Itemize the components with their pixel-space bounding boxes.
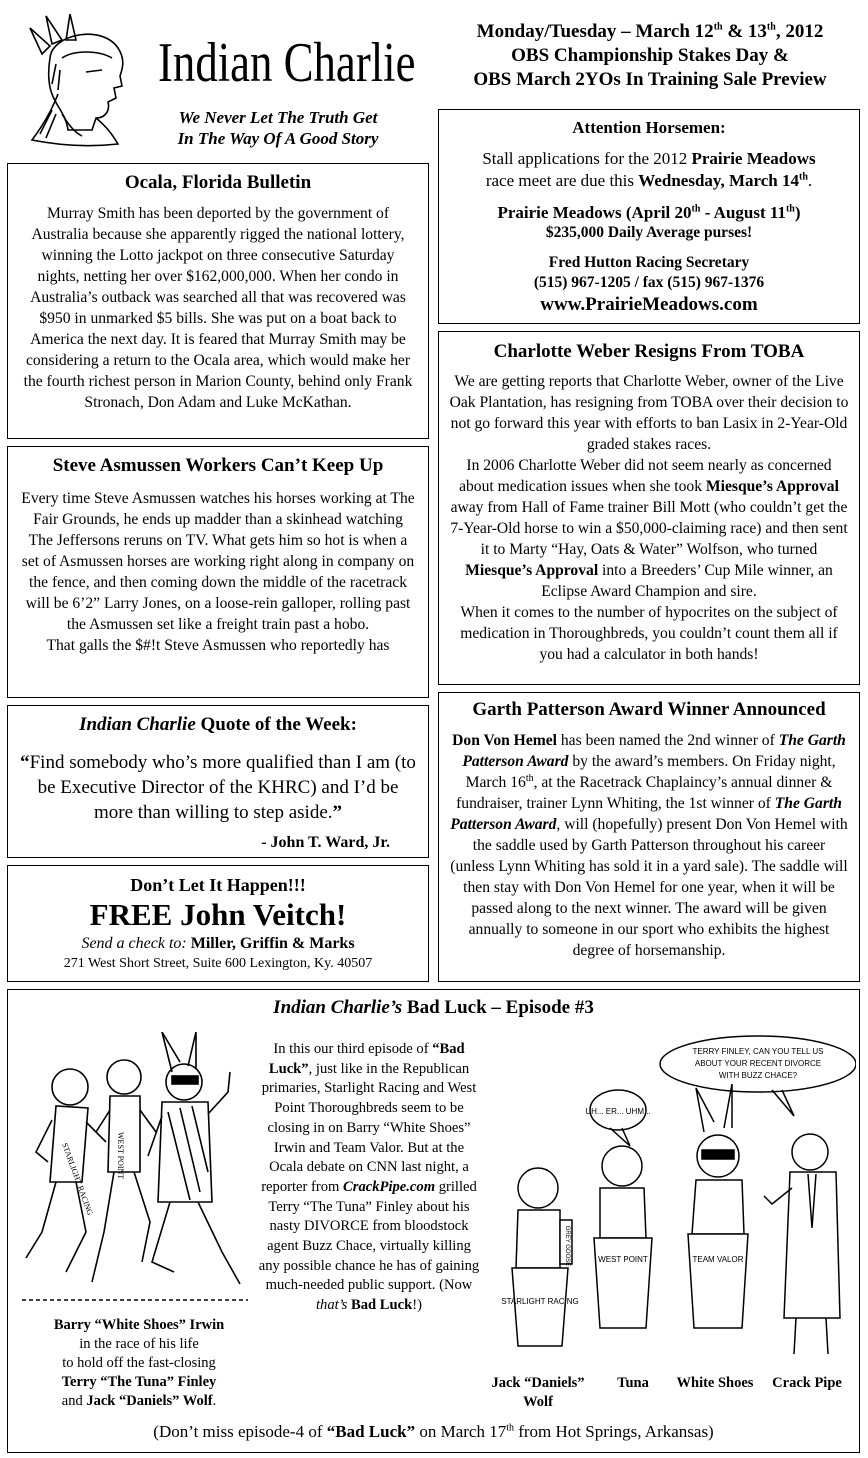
article-body: Murray Smith has been deported by the government of Australia because she apparently rigged the national lottery, winning the Lotto jackpot on three consecutive Saturday nights, netting her over $162,000,000. When her condo in Australia’s outback was searched all that was recovered was $950 in unmarked $5 bills. She was put on a boat back to America the next day. It is feared that Murray Smith may be considering a return to the Ocala area, which would make her the fourth richest person in Marion County, behind only Frank Stronach, Don Adam and Luke McKathan. (23, 204, 413, 411)
runners-cartoon (22, 1032, 254, 1310)
runners-caption: Barry “White Shoes” Irwin in the race of his life to hold off the fast-closing Terry “The Tuna” Finley and Jack “Daniels” Wolf. (53, 1317, 225, 1409)
garth-patterson-article (438, 692, 860, 982)
quote-of-the-week (7, 705, 429, 858)
quote-author: - John T. Ward, Jr. (261, 834, 390, 851)
masthead-title: Indian Charlie (158, 32, 416, 94)
article-body: We are getting reports that Charlotte Weber, owner of the Live Oak Plantation, has resigning from TOBA over their decision to not go forward this year with efforts to ban Lasix in 2-Year-Old graded stakes races. In 2006 Charlotte Weber did not seem nearly as concerned about medication issues when she took Miesque’s Approval away from Hall of Fame trainer Bill Mott (who couldn’t get the 7-Year-Old horse to win a $50,000-claiming race) and then sent it to Marty “Hay, Oats & Water” Wolfson, who turned Miesque’s Approval into a Breeders’ Cup Mile winner, an Eclipse Award Champion and sire. When it comes to the number of hypocrites on the subject of medication in Thoroughbreds, you couldn’t count them all if you had a calculator in both hands! (449, 372, 849, 663)
ad-website-link[interactable]: www.PrairieMeadows.com (540, 294, 758, 315)
bubble-tuna-text: UH... ER... UHM... (585, 1107, 651, 1116)
ad-line1: Don’t Let It Happen!!! (130, 875, 306, 895)
podium-westpoint-label: WEST POINT (598, 1255, 648, 1264)
label-crack-pipe: Crack Pipe (772, 1375, 842, 1391)
quote-title: Indian Charlie Quote of the Week: (79, 714, 357, 735)
quote-text: “Find somebody who’s more qualified than I am (to be Executive Director of the KHRC) and I’d be more than willing to step aside.” (20, 751, 416, 823)
ad-title: Attention Horsemen: (572, 118, 726, 137)
article-title: Ocala, Florida Bulletin (124, 172, 312, 193)
bad-luck-episode (7, 989, 860, 1453)
ad-secretary: Fred Hutton Racing Secretary (548, 254, 750, 271)
episode-story: In this our third episode of “Bad Luck”, just like in the Republican primaries, Starlight Racing and West Point Thoroughbreds seem to be closing in on Barry “White Shoes” Irwin and Team Valor. But at the Ocala debate on CNN last night, a reporter from CrackPipe.com grilled Terry “The Tuna” Finley about his nasty DIVORCE from bloodstock agent Buzz Chace, virtually killing any possible chance he has of gaining much-needed public support. (Now that’s Bad Luck!) (258, 1041, 480, 1314)
ocala-bulletin-article (7, 163, 429, 439)
shirt-starlight-label: STARLIGHT RACING (60, 1141, 95, 1217)
ad-purses: $235,000 Daily Average purses! (545, 224, 753, 241)
debate-cartoon (482, 1028, 856, 1364)
episode-footer: (Don’t miss episode-4 of “Bad Luck” on March 17th from Hot Springs, Arkansas) (153, 1422, 714, 1441)
ad-text: Stall applications for the 2012 Prairie Meadows race meet are due this Wednesday, March 14th. (482, 149, 816, 190)
asmussen-article (7, 446, 429, 698)
article-title: Steve Asmussen Workers Can’t Keep Up (52, 455, 384, 476)
shirt-westpoint-label: WEST POINT (116, 1132, 125, 1180)
label-tuna: Tuna (617, 1375, 649, 1391)
episode-title: Indian Charlie’s Bad Luck – Episode #3 (273, 997, 594, 1018)
issue-header: Monday/Tuesday – March 12th & 13th, 2012 OBS Championship Stakes Day & OBS March 2YOs In Training Sale Preview (473, 21, 827, 90)
bubble-reporter-text-3: WITH BUZZ CHACE? (718, 1071, 798, 1080)
article-body-continued: That galls the $#!t Steve Asmussen who reportedly has (46, 636, 390, 654)
ad-send-to: Send a check to: Miller, Griffin & Marks (81, 935, 355, 952)
attention-horsemen-ad (438, 109, 860, 324)
label-wolf: Jack “Daniels” Wolf (491, 1375, 585, 1410)
bubble-reporter-text-2: ABOUT YOUR RECENT DIVORCE (694, 1059, 822, 1068)
ad-dates: Prairie Meadows (April 20th - August 11th) (497, 203, 801, 222)
ad-headline: FREE John Veitch! (89, 897, 347, 932)
label-white-shoes: White Shoes (676, 1375, 754, 1391)
free-veitch-ad (7, 865, 429, 982)
article-body: Don Von Hemel has been named the 2nd winner of The Garth Patterson Award by the award’s members. On Friday night, March 16th, at the Racetrack Chaplaincy’s annual dinner & fundraiser, trainer Lynn Whiting, the 1st winner of The Garth Patterson Award, will (hopefully) present Don Von Hemel with the saddle used by Garth Patterson throughout his career (unless Lynn Whiting has sold it in a yard sale). The saddle will then stay with Don Von Hemel for one year, when it will be passed along to the next winner. The award will be given annually to someone in our sport who exhibits the highest degree of horsemanship. (450, 731, 848, 959)
ad-phones: (515) 967-1205 / fax (515) 967-1376 (533, 274, 765, 291)
article-title: Charlotte Weber Resigns From TOBA (493, 341, 805, 362)
podium-starlight-label: STARLIGHT RACING (501, 1297, 579, 1306)
ad-address: 271 West Short Street, Suite 600 Lexington, Ky. 40507 (63, 956, 373, 971)
indian-head-logo (22, 14, 152, 156)
weber-article (438, 331, 860, 685)
podium-valor-label: TEAM VALOR (692, 1255, 744, 1264)
tagline: We Never Let The Truth Get In The Way Of A Good Story (177, 108, 379, 148)
article-body: Every time Steve Asmussen watches his horses working at The Fair Grounds, he ends up madder than a skinhead watching The Jeffersons reruns on TV. What gets him so hot is when a set of Asmussen horses are working right along in company on the fence, and then coming down the middle of the racetrack will be 6’2” Larry Jones, on a loose-rein galloper, rolling past the Asmussen set like a freight train past a hobo. (21, 489, 415, 633)
bottle-label: GREY GOOSE (564, 1225, 570, 1267)
article-title: Garth Patterson Award Winner Announced (472, 699, 826, 720)
bubble-reporter-text-1: TERRY FINLEY, CAN YOU TELL US (692, 1047, 824, 1056)
